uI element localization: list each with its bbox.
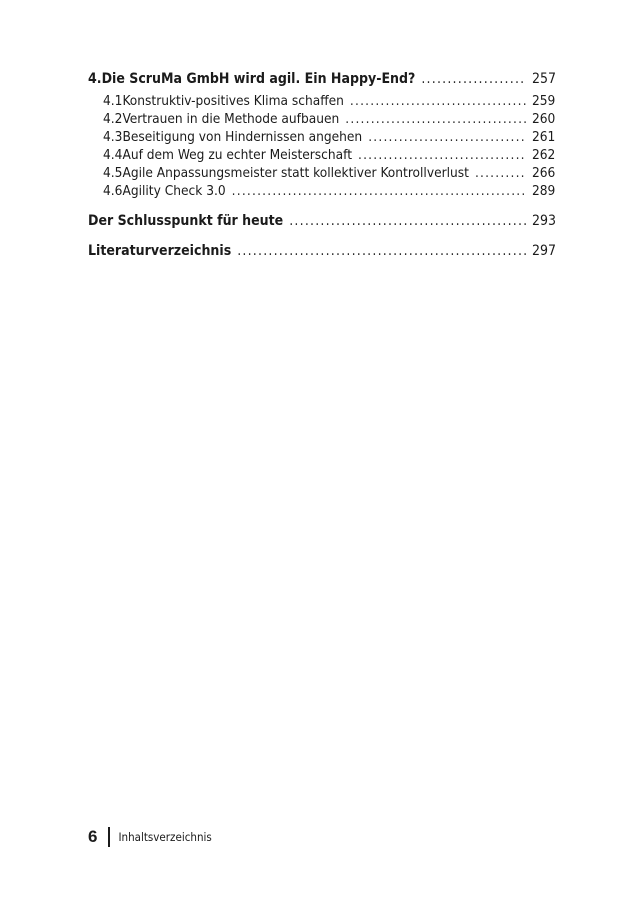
toc-section-number: 4.2 [103, 111, 123, 127]
toc-section-title: Beseitigung von Hindernissen angehen [122, 129, 363, 145]
toc-page-number: 261 [532, 129, 556, 145]
table-of-contents [88, 70, 557, 260]
toc-page-number: 257 [532, 71, 557, 87]
dot-leader [358, 146, 526, 164]
dot-leader [350, 92, 526, 110]
toc-entry-section-4-4 [88, 146, 554, 164]
toc-entry-section-4-1 [88, 92, 554, 110]
toc-section-title: Vertrauen in die Methode aufbauen [122, 111, 340, 127]
footer-divider [108, 827, 110, 847]
dot-leader [237, 242, 526, 260]
toc-chapter-title: Die ScruMa GmbH wird agil. Ein Happy-End? [101, 71, 416, 87]
footer-running-title: Inhaltsverzeichnis [118, 830, 212, 844]
toc-section-title: Konstruktiv-positives Klima schaffen [122, 93, 344, 109]
toc-chapter-title: Literaturverzeichnis [88, 243, 232, 259]
toc-page-number: 266 [532, 165, 556, 181]
toc-page-number: 297 [532, 243, 557, 259]
toc-section-title: Agile Anpassungsmeister statt kollektiver Kontrollverlust [122, 165, 469, 181]
toc-page-number: 260 [532, 111, 556, 127]
dot-leader [289, 212, 526, 230]
dot-leader [421, 70, 526, 88]
page-footer [88, 827, 212, 847]
toc-section-number: 4.4 [103, 147, 123, 163]
toc-chapter-number: 4. [88, 71, 102, 87]
toc-entry-section-4-3 [88, 128, 554, 146]
toc-entry-schlusspunkt [88, 212, 557, 230]
toc-page-number: 259 [532, 93, 556, 109]
toc-section-number: 4.3 [103, 129, 123, 145]
toc-entry-chapter-4 [88, 70, 557, 88]
toc-page-number: 262 [532, 147, 556, 163]
toc-entry-section-4-6 [88, 182, 554, 200]
toc-section-number: 4.6 [103, 183, 123, 199]
dot-leader [475, 164, 526, 182]
toc-section-number: 4.5 [103, 165, 123, 181]
toc-page-number: 293 [532, 213, 557, 229]
toc-page-number: 289 [532, 183, 556, 199]
toc-section-title: Auf dem Weg zu echter Meisterschaft [122, 147, 352, 163]
toc-chapter-title: Der Schlusspunkt für heute [88, 213, 284, 229]
dot-leader [368, 128, 526, 146]
toc-entry-section-4-2 [88, 110, 554, 128]
toc-entry-literaturverzeichnis [88, 242, 557, 260]
dot-leader [232, 182, 526, 200]
dot-leader [345, 110, 526, 128]
toc-entry-section-4-5 [88, 164, 554, 182]
footer-page-number: 6 [88, 827, 98, 846]
toc-section-title: Agility Check 3.0 [122, 183, 226, 199]
toc-section-number: 4.1 [103, 93, 123, 109]
